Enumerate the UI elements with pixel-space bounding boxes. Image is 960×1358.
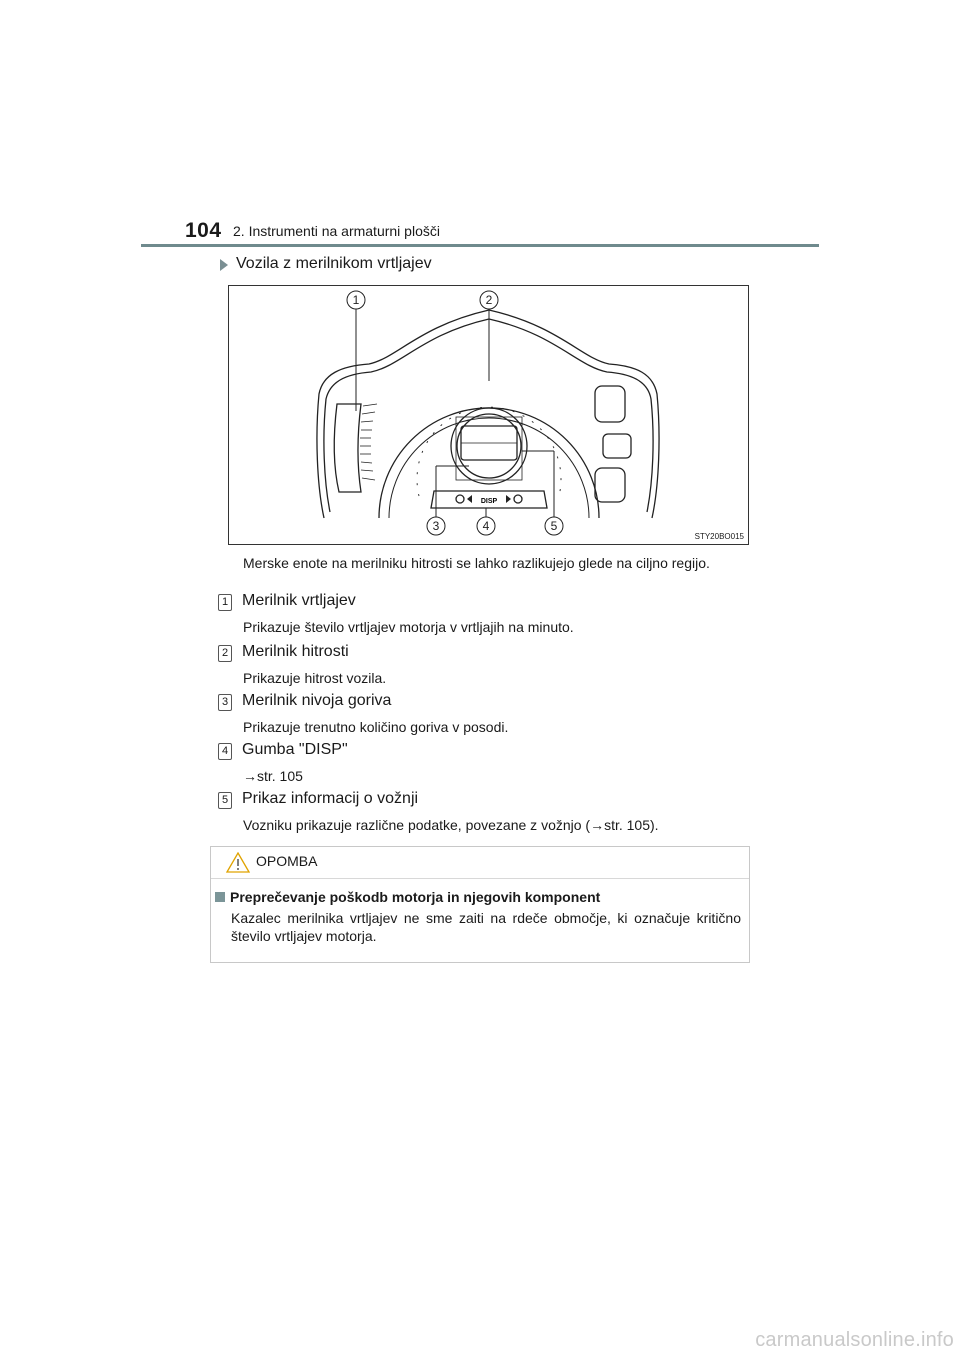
- item-description: Prikazuje hitrost vozila.: [243, 670, 387, 686]
- section-heading-text: Vozila z merilnikom vrtljajev: [236, 255, 432, 272]
- item-number-badge: 3: [218, 694, 232, 711]
- watermark: carmanualsonline.info: [755, 1329, 954, 1351]
- item-title: Merilnik nivoja goriva: [242, 692, 392, 709]
- disp-button-label: DISP: [480, 498, 498, 505]
- item-description: Prikazuje trenutno količino goriva v posodi.: [243, 719, 509, 735]
- notice-title: [215, 889, 741, 905]
- callout-1: 1: [352, 293, 360, 307]
- square-bullet-icon: [215, 892, 225, 902]
- item-description: Vozniku prikazuje različne podatke, povezane z vožnjo (→str. 105).: [243, 817, 659, 833]
- item-description: →str. 105: [243, 768, 303, 784]
- instrument-cluster-illustration: [229, 286, 748, 544]
- item-title: Merilnik vrtljajev: [242, 592, 356, 609]
- notice-text: Kazalec merilnika vrtljajev ne sme zaiti na rdeče območje, ki označuje kritično število vrtljajev motorja.: [231, 910, 741, 944]
- chapter-title: 2. Instrumenti na armaturni plošči: [233, 223, 440, 239]
- callout-4: 4: [482, 519, 490, 533]
- page-header: [185, 219, 825, 245]
- item-number-badge: 1: [218, 594, 232, 611]
- figure-caption: Merske enote na merilniku hitrosti se lahko razlikujejo glede na ciljno regijo.: [243, 555, 710, 571]
- section-heading: [220, 255, 432, 273]
- item-number-badge: 2: [218, 645, 232, 662]
- header-rule: [141, 244, 819, 247]
- triangle-bullet-icon: [220, 259, 228, 271]
- figure-code: STY20BO015: [694, 532, 744, 541]
- notice-header: [211, 847, 749, 879]
- item-number-badge: 4: [218, 743, 232, 760]
- item-description: Prikazuje število vrtljajev motorja v vrtljajih na minuto.: [243, 619, 574, 635]
- callout-3: 3: [432, 519, 440, 533]
- item-title: Gumba "DISP": [242, 741, 348, 758]
- notice-title-text: Preprečevanje poškodb motorja in njegovih komponent: [230, 889, 601, 905]
- notice-label: OPOMBA: [256, 853, 318, 869]
- item-number-badge: 5: [218, 792, 232, 809]
- callout-2: 2: [485, 293, 493, 307]
- item-title: Prikaz informacij o vožnji: [242, 790, 419, 807]
- instrument-cluster-figure: [228, 285, 749, 545]
- notice-body: [215, 889, 741, 945]
- item-title: Merilnik hitrosti: [242, 643, 349, 660]
- page-number: 104: [185, 219, 222, 242]
- notice-box: [210, 846, 750, 963]
- warning-triangle-icon: [226, 852, 250, 873]
- callout-5: 5: [550, 519, 558, 533]
